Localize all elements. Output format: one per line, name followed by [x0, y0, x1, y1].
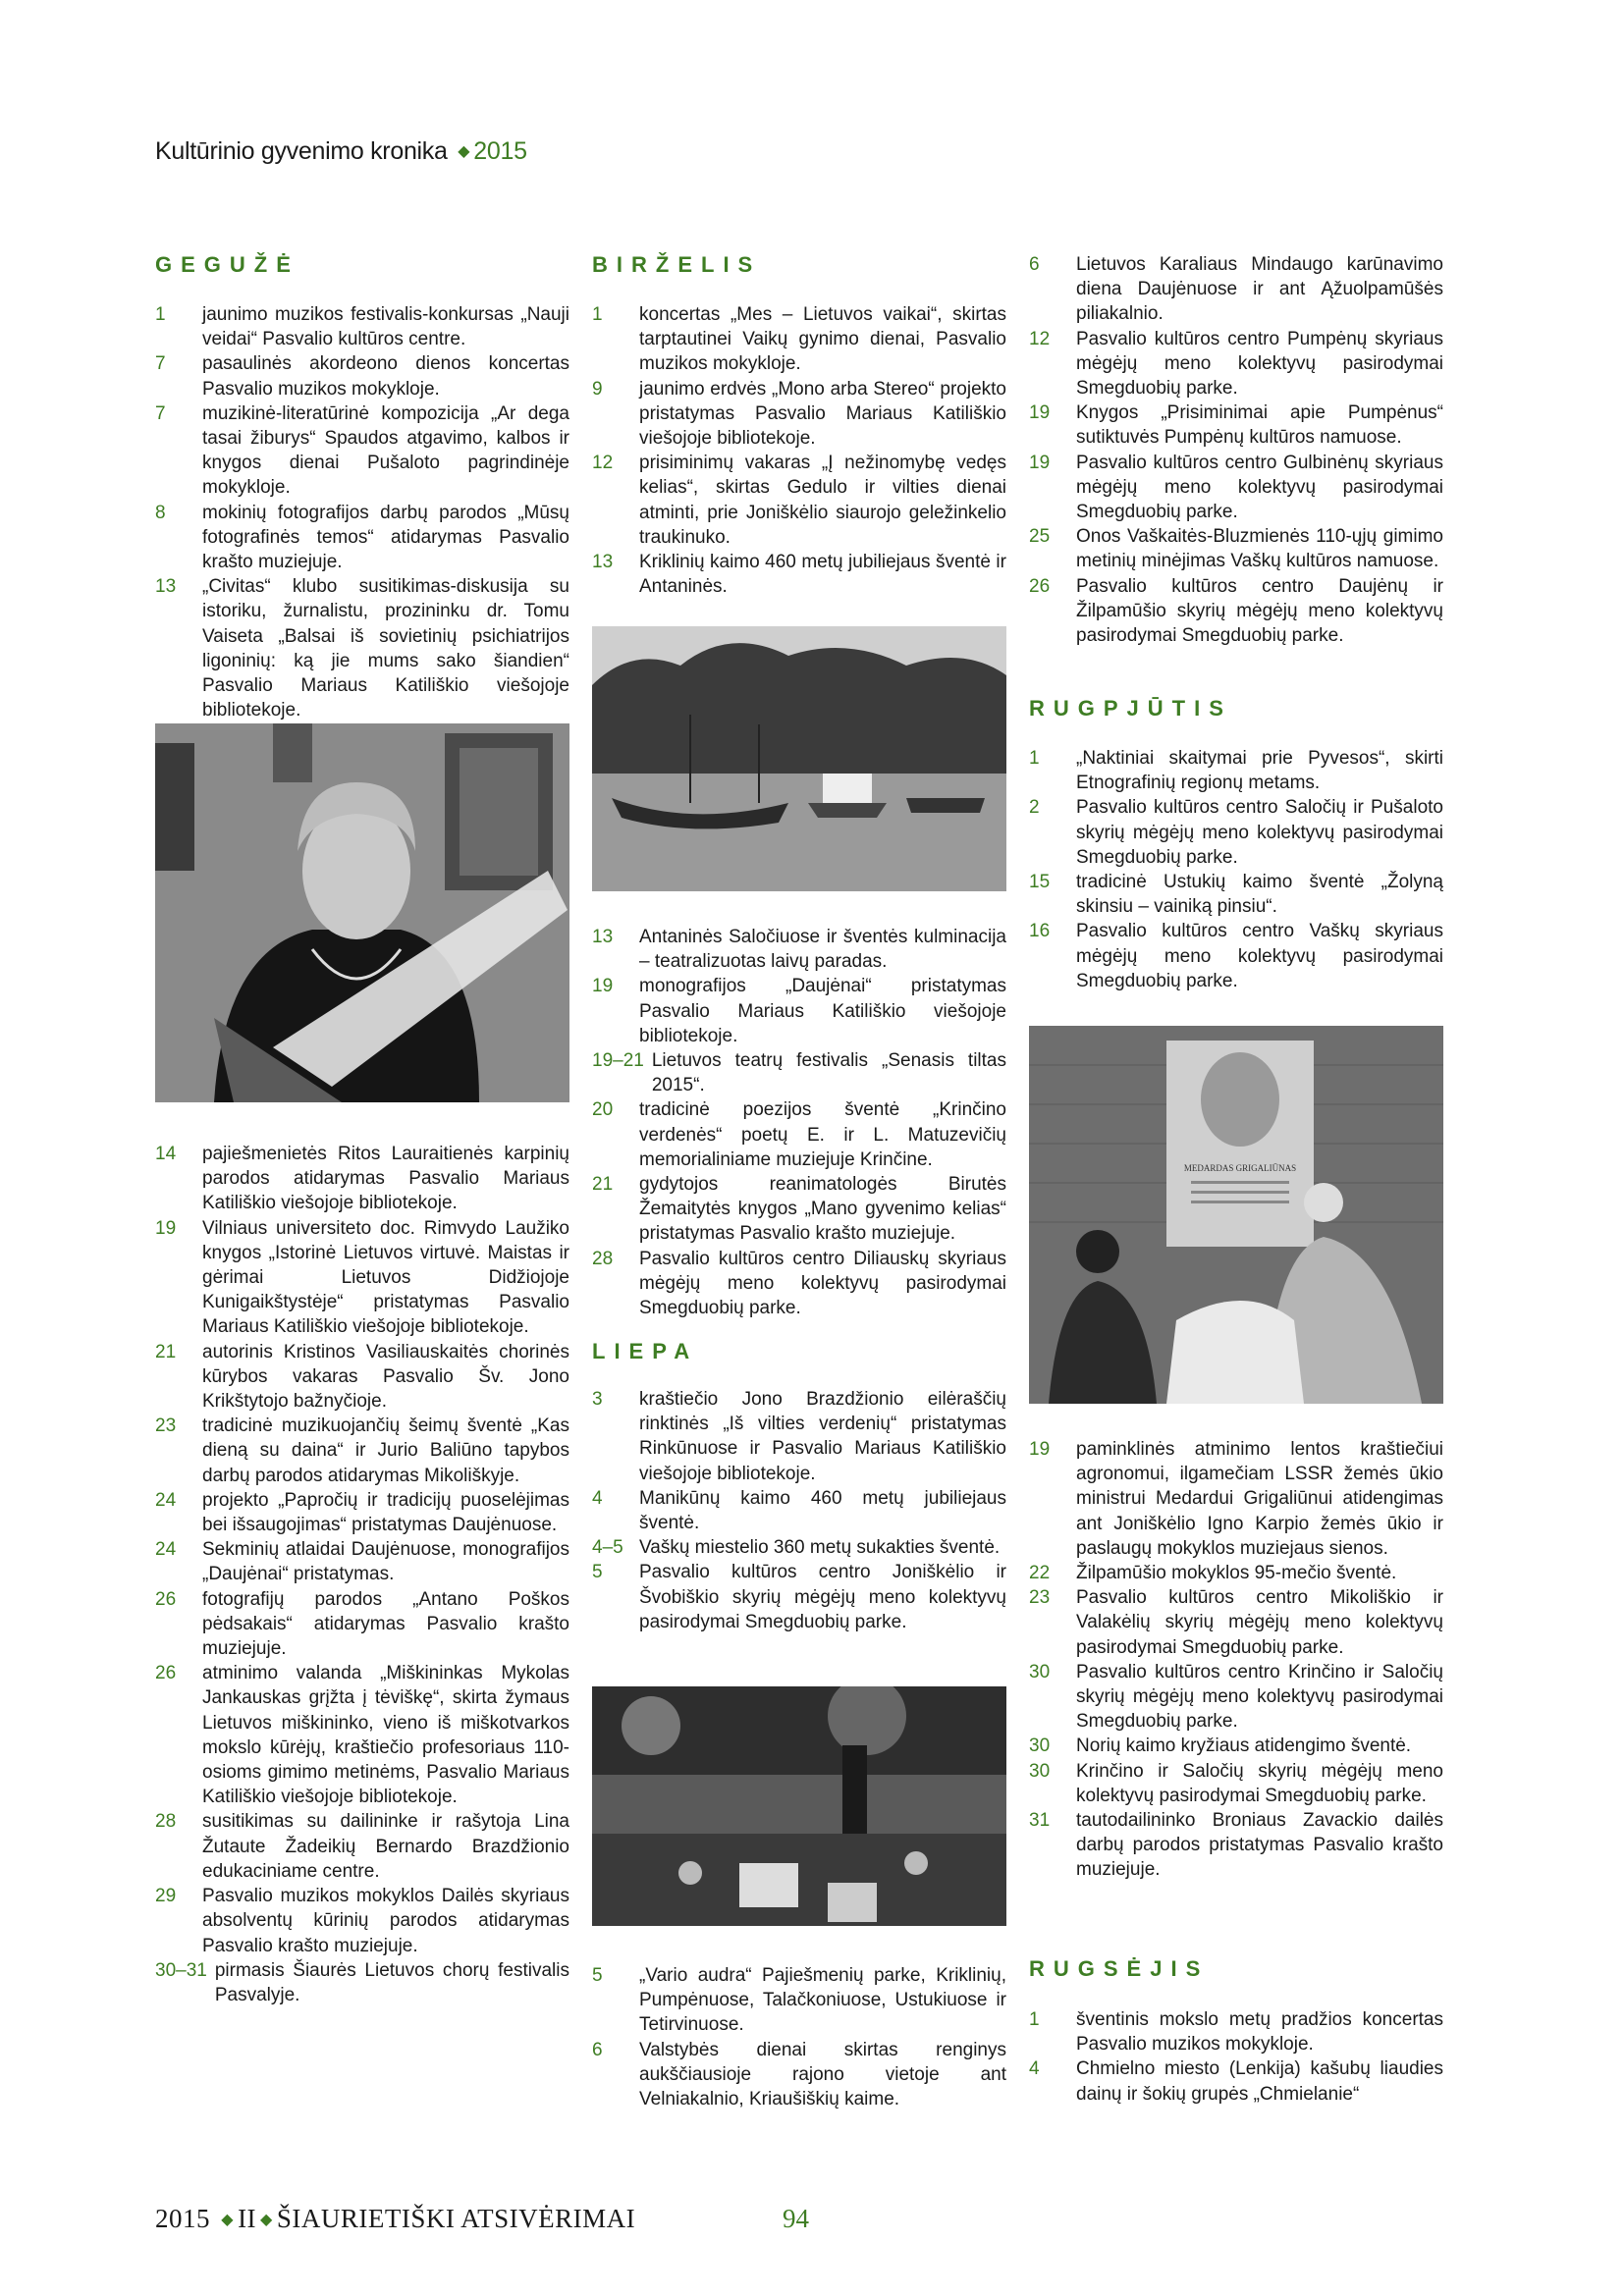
event-item	[592, 1172, 1006, 1247]
event-item	[155, 1340, 569, 1415]
event-description: monografijos „Daujėnai“ pristatymas Pasvalio Mariaus Katiliškio viešojoje bibliotekoje.	[639, 976, 1006, 1046]
event-date: 26	[155, 1588, 177, 1610]
event-item	[592, 974, 1006, 1048]
event-description: Pasvalio muzikos mokyklos Dailės skyriaus absolventų kūrinių parodos atidarymas Pasvalio krašto muziejuje.	[202, 1886, 569, 1956]
event-list-birzelis-b	[592, 925, 1006, 1320]
event-date: 19	[1029, 452, 1051, 473]
event-item	[1029, 451, 1443, 525]
event-description: Pasvalio kultūros centro Joniškėlio ir Švobiškio skyrių mėgėjų meno kolektyvų pasirodymai Smegduobių parke.	[639, 1562, 1006, 1632]
event-date: 14	[155, 1144, 177, 1164]
event-date: 19	[592, 976, 614, 997]
event-date: 4–5	[592, 1537, 623, 1559]
event-item	[155, 302, 569, 351]
photo-plaque-unveiling	[1029, 1026, 1443, 1404]
footer	[155, 2204, 635, 2234]
event-description: Kriklinių kaimo 460 metų jubiliejaus šventė ir Antaninės.	[639, 552, 1006, 598]
month-heading-rugpjutis: RUGPJŪTIS	[1029, 696, 1232, 721]
event-date: 21	[155, 1341, 177, 1362]
event-date: 16	[1029, 921, 1051, 942]
event-date: 31	[1029, 1810, 1051, 1832]
event-date: 26	[1029, 575, 1051, 597]
photo-band-image	[592, 1686, 1006, 1926]
event-date: 20	[592, 1099, 614, 1121]
event-date: 22	[1029, 1563, 1051, 1584]
month-heading-geguze: GEGUŽĖ	[155, 252, 299, 277]
event-date: 7	[155, 353, 166, 375]
event-date: 7	[155, 402, 166, 424]
event-item	[592, 2038, 1006, 2112]
event-item	[592, 1387, 1006, 1486]
event-date: 1	[1029, 748, 1040, 769]
event-item	[592, 1247, 1006, 1321]
event-date: 21	[592, 1174, 614, 1196]
event-item	[155, 1537, 569, 1586]
event-description: tradicinė poezijos šventė „Krinčino verdenės“ poetų E. ir L. Matuzevičių memorialiniame muziejuje Krinčine.	[639, 1099, 1006, 1170]
photo-portrait-image	[155, 723, 569, 1102]
event-date: 1	[592, 304, 603, 325]
event-item	[155, 1587, 569, 1662]
event-description: fotografijų parodos „Antano Poškos pėdsakais“ atidarymas Pasvalio krašto muziejuje.	[202, 1588, 569, 1660]
page-number: 94	[783, 2204, 809, 2233]
running-header-title: Kultūrinio gyvenimo kronika	[155, 137, 448, 165]
photo-boat-parade	[592, 626, 1006, 891]
diamond-icon: ◆	[260, 2212, 273, 2228]
event-item	[1029, 252, 1443, 327]
month-heading-liepa: LIEPA	[592, 1339, 699, 1363]
event-description: Norių kaimo kryžiaus atidengimo šventė.	[1076, 1735, 1412, 1757]
event-item	[155, 1661, 569, 1809]
event-item	[1029, 1759, 1443, 1808]
event-date: 12	[1029, 328, 1051, 349]
footer-issue: II	[238, 2204, 257, 2233]
footer-year: 2015	[155, 2204, 210, 2233]
event-description: Sekminių atlaidai Daujėnuose, monografijos „Daujėnai“ pristatymas.	[202, 1539, 569, 1585]
event-description: Lietuvos Karaliaus Mindaugo karūnavimo diena Daujėnuose ir ant Ąžuolpamūšės piliakalnio.	[1076, 254, 1443, 325]
event-item	[592, 1535, 1006, 1560]
event-date: 5	[592, 1965, 603, 1986]
event-list-rugsejis-a	[1029, 2007, 1443, 2107]
event-description: Pasvalio kultūros centro Gulbinėnų skyriaus mėgėjų meno kolektyvų pasirodymai Smegduobių parke.	[1076, 452, 1443, 523]
event-description: Valstybės dienai skirtas renginys aukščiausioje rajono vietoje ant Velniakalnio, Kriaušiškių kaime.	[639, 2039, 1006, 2110]
event-date: 13	[155, 576, 177, 598]
event-description: tradicinė Ustukių kaimo šventė „Žolyną skinsiu – vainiką pinsiu“.	[1076, 872, 1443, 918]
event-date: 29	[155, 1886, 177, 1907]
photo-boats-image	[592, 626, 1006, 891]
event-date: 13	[592, 927, 614, 947]
event-list-liepa-c	[1029, 252, 1443, 648]
event-description: kraštiečio Jono Brazdžionio eilėraščių rinktinės „Iš vilties verdenių“ pristatymas Rinkūnuose ir Pasvalio Mariaus Katiliškio viešojoje bibliotekoje.	[639, 1389, 1006, 1484]
event-date: 5	[592, 1562, 603, 1583]
event-item	[1029, 574, 1443, 649]
event-item	[155, 351, 569, 400]
event-date: 12	[592, 453, 614, 474]
running-header	[155, 137, 527, 166]
event-item	[592, 1048, 1006, 1097]
event-description: Pasvalio kultūros centro Mikoliškio ir Valakėlių skyrių mėgėjų meno kolektyvų pasirodymai Smegduobių parke.	[1076, 1587, 1443, 1658]
event-date: 25	[1029, 526, 1051, 548]
event-date: 19	[155, 1217, 177, 1239]
event-list-rugpjutis-a	[1029, 746, 1443, 993]
event-item	[1029, 919, 1443, 993]
event-description: atminimo valanda „Miškininkas Mykolas Jankauskas grįžta į tėviškę“, skirta žymaus Lietuvos miškininko, vieno iš miškotvarkos mokslo kūrėjų, kraštiečio profesoriaus 110-osioms gimimo metinėms, Pasvalio Mariaus Katiliškio viešojoje bibliotekoje.	[202, 1663, 569, 1808]
event-item	[592, 1963, 1006, 2038]
event-description: pirmasis Šiaurės Lietuvos chorų festivalis Pasvalyje.	[214, 1959, 569, 2005]
event-description: pajiešmenietės Ritos Lauraitienės karpinių parodos atidarymas Pasvalio Mariaus Katiliškio viešojoje bibliotekoje.	[202, 1144, 569, 1214]
event-description: pasaulinės akordeono dienos koncertas Pasvalio muzikos mokykloje.	[202, 353, 569, 400]
event-description: Onos Vaškaitės-Bluzmienės 110-ųjų gimimo metinių minėjimas Vaškų kultūros namuose.	[1076, 526, 1443, 572]
event-item	[1029, 2056, 1443, 2106]
event-date: 19	[1029, 402, 1051, 424]
photo-plaque-image	[1029, 1026, 1443, 1404]
event-date: 8	[155, 502, 166, 523]
month-heading-rugsejis: RUGSĖJIS	[1029, 1956, 1210, 1981]
event-date: 30–31	[155, 1959, 207, 1981]
event-item	[1029, 1660, 1443, 1735]
event-description: jaunimo muzikos festivalis-konkursas „Nauji veidai“ Pasvalio kultūros centre.	[202, 304, 569, 350]
event-list-geguze-b	[155, 1142, 569, 2007]
event-date: 6	[592, 2039, 603, 2060]
event-item	[592, 1097, 1006, 1172]
event-item	[1029, 1437, 1443, 1561]
event-item	[592, 377, 1006, 452]
event-item	[592, 1560, 1006, 1634]
event-item	[1029, 870, 1443, 919]
event-description: muzikinė-literatūrinė kompozicija „Ar dega tasai žiburys“ Spaudos atgavimo, kalbos ir knygos dienai Pušaloto pagrindinėje mokykloje.	[202, 402, 569, 499]
event-description: Pasvalio kultūros centro Vaškų skyriaus mėgėjų meno kolektyvų pasirodymai Smegduobių parke.	[1076, 921, 1443, 991]
photo-woman-with-flowers	[155, 723, 569, 1102]
event-item	[592, 451, 1006, 550]
event-item	[1029, 1561, 1443, 1585]
event-date: 6	[1029, 254, 1040, 275]
event-description: Krinčino ir Saločių skyrių mėgėjų meno kolektyvų pasirodymai Smegduobių parke.	[1076, 1760, 1443, 1806]
event-item	[155, 1414, 569, 1488]
diamond-icon: ◆	[458, 143, 470, 160]
event-item	[155, 501, 569, 575]
event-item	[1029, 746, 1443, 795]
event-list-liepa-b	[592, 1963, 1006, 2111]
event-date: 23	[155, 1415, 177, 1437]
event-description: tautodailininko Broniaus Zavackio dailės darbų parodos pristatymas Pasvalio krašto muziejuje.	[1076, 1810, 1443, 1881]
event-date: 23	[1029, 1587, 1051, 1609]
event-item	[1029, 327, 1443, 401]
event-item	[592, 925, 1006, 974]
event-list-birzelis-a	[592, 302, 1006, 599]
event-description: Vilniaus universiteto doc. Rimvydo Laužiko knygos „Istorinė Lietuvos virtuvė. Maistas ir gėrimai Lietuvos Didžiojoje Kunigaikštystėje“ pristatymas Pasvalio Mariaus Katiliškio viešojoje bibliotekoje.	[202, 1217, 569, 1338]
event-date: 3	[592, 1389, 603, 1410]
event-item	[1029, 524, 1443, 573]
event-description: Pasvalio kultūros centro Pumpėnų skyriaus mėgėjų meno kolektyvų pasirodymai Smegduobių parke.	[1076, 328, 1443, 400]
event-description: mokinių fotografijos darbų parodos „Mūsų fotografinės temos“ atidarymas Pasvalio krašto muziejuje.	[202, 502, 569, 573]
event-item	[155, 1216, 569, 1340]
event-date: 30	[1029, 1760, 1051, 1782]
event-description: projekto „Papročių ir tradicijų puoselėjimas bei išsaugojimas“ pristatymas Daujėnuose.	[202, 1489, 569, 1536]
event-description: gydytojos reanimatologės Birutės Žemaitytės knygos „Mano gyvenimo kelias“ pristatymas Pasvalio krašto muziejuje.	[639, 1174, 1006, 1245]
event-description: paminklinės atminimo lentos kraštiečiui agronomui, ilgamečiam LSSR žemės ūkio ministrui Medardui Grigaliūnui atidengimas ant Joniškėlio Igno Karpio žemės ūkio ir paslaugų mokyklos muziejaus sienos.	[1076, 1439, 1443, 1559]
event-item	[592, 550, 1006, 599]
event-date: 28	[592, 1248, 614, 1269]
event-item	[1029, 1585, 1443, 1660]
event-item	[1029, 1734, 1443, 1758]
event-description: Žilpamūšio mokyklos 95-mečio šventė.	[1076, 1563, 1397, 1584]
event-date: 19–21	[592, 1050, 644, 1072]
event-date: 19	[1029, 1439, 1051, 1460]
event-description: autorinis Kristinos Vasiliauskaitės chorinės kūrybos vakaras Pasvalio Šv. Jono Krikštytojo bažnyčioje.	[202, 1341, 569, 1413]
event-description: jaunimo erdvės „Mono arba Stereo“ projekto pristatymas Pasvalio Mariaus Katiliškio viešojoje bibliotekoje.	[639, 378, 1006, 450]
event-description: „Vario audra“ Pajiešmenių parke, Kriklinių, Pumpėnuose, Talačkoniuose, Ustukiuose ir Tetirvinuose.	[639, 1965, 1006, 2036]
event-item	[155, 574, 569, 722]
event-description: susitikimas su dailininke ir rašytoja Lina Žutaute Žadeikių Bernardo Brazdžionio edukaciniame centre.	[202, 1811, 569, 1882]
event-item	[155, 1958, 569, 2007]
event-date: 9	[592, 378, 603, 400]
event-description: Pasvalio kultūros centro Krinčino ir Saločių skyrių mėgėjų meno kolektyvų pasirodymai Smegduobių parke.	[1076, 1661, 1443, 1733]
event-item	[1029, 400, 1443, 450]
event-description: Knygos „Prisiminimai apie Pumpėnus“ sutiktuvės Pumpėnų kultūros namuose.	[1076, 402, 1443, 449]
event-date: 1	[155, 304, 166, 325]
event-description: Lietuvos teatrų festivalis „Senasis tiltas 2015“.	[651, 1050, 1006, 1096]
event-description: tradicinė muzikuojančių šeimų šventė „Kas dieną su daina“ ir Jurio Baliūno tapybos darbų parodos atidarymas Mikoliškyje.	[202, 1415, 569, 1486]
event-date: 2	[1029, 797, 1040, 819]
event-description: Pasvalio kultūros centro Diliauskų skyriaus mėgėjų meno kolektyvų pasirodymai Smegduobių parke.	[639, 1248, 1006, 1319]
event-date: 1	[1029, 2009, 1040, 2030]
plaque-text: MEDARDAS GRIGALIŪNAS	[1183, 1163, 1297, 1173]
event-date: 4	[1029, 2058, 1040, 2080]
event-list-liepa-a	[592, 1387, 1006, 1634]
event-description: šventinis mokslo metų pradžios koncertas Pasvalio muzikos mokykloje.	[1076, 2009, 1443, 2056]
event-description: koncertas „Mes – Lietuvos vaikai“, skirtas tarptautinei Vaikų gynimo dienai, Pasvalio muzikos mokykloje.	[639, 304, 1006, 375]
event-item	[1029, 795, 1443, 870]
footer-journal: ŠIAURIETIŠKI ATSIVĖRIMAI	[276, 2204, 636, 2233]
event-item	[592, 1486, 1006, 1535]
event-item	[155, 1488, 569, 1537]
event-date: 30	[1029, 1735, 1051, 1757]
event-item	[155, 401, 569, 501]
event-date: 30	[1029, 1661, 1051, 1682]
event-description: Pasvalio kultūros centro Saločių ir Pušaloto skyrių mėgėjų meno kolektyvų pasirodymai Smegduobių parke.	[1076, 797, 1443, 868]
event-description: „Civitas“ klubo susitikimas-diskusija su istoriku, žurnalistu, prozininku dr. Tomu Vaiseta „Balsai iš sovietinių psichiatrijos ligoninių: ką jie mums sako šiandien“ Pasvalio Mariaus Katiliškio viešojoje bibliotekoje.	[202, 576, 569, 721]
event-date: 24	[155, 1539, 177, 1561]
event-date: 13	[592, 552, 614, 573]
event-item	[155, 1142, 569, 1216]
event-description: Manikūnų kaimo 460 metų jubiliejaus šventė.	[639, 1487, 1006, 1534]
event-item	[155, 1809, 569, 1884]
event-date: 24	[155, 1489, 177, 1511]
event-item	[155, 1884, 569, 1958]
event-description: „Naktiniai skaitymai prie Pyvesos“, skirti Etnografinių regionų metams.	[1076, 748, 1443, 794]
event-item	[592, 302, 1006, 377]
event-item	[1029, 1808, 1443, 1883]
photo-brass-band	[592, 1686, 1006, 1926]
event-date: 28	[155, 1811, 177, 1833]
event-description: Chmielno miesto (Lenkija) kašubų liaudies dainų ir šokių grupės „Chmielanie“	[1076, 2058, 1443, 2105]
event-description: Antaninės Saločiuose ir šventės kulminacija – teatralizuotas laivų paradas.	[639, 927, 1006, 973]
event-date: 26	[155, 1663, 177, 1684]
event-description: Pasvalio kultūros centro Daujėnų ir Žilpamūšio skyrių mėgėjų meno kolektyvų pasirodymai Smegduobių parke.	[1076, 575, 1443, 647]
event-list-rugpjutis-b	[1029, 1437, 1443, 1883]
event-list-geguze-a	[155, 302, 569, 722]
month-heading-birzelis: BIRŽELIS	[592, 252, 762, 277]
event-description: prisiminimų vakaras „Į nežinomybę vedęs kelias“, skirtas Gedulo ir vilties dienai atminti, prie Joniškėlio siaurojo geležinkelio traukinuko.	[639, 453, 1006, 548]
event-description: Vaškų miestelio 360 metų sukakties šventė.	[639, 1537, 1001, 1559]
event-item	[1029, 2007, 1443, 2056]
event-date: 4	[592, 1487, 603, 1509]
diamond-icon: ◆	[221, 2212, 235, 2228]
event-date: 15	[1029, 872, 1051, 893]
running-header-year: 2015	[473, 137, 527, 165]
